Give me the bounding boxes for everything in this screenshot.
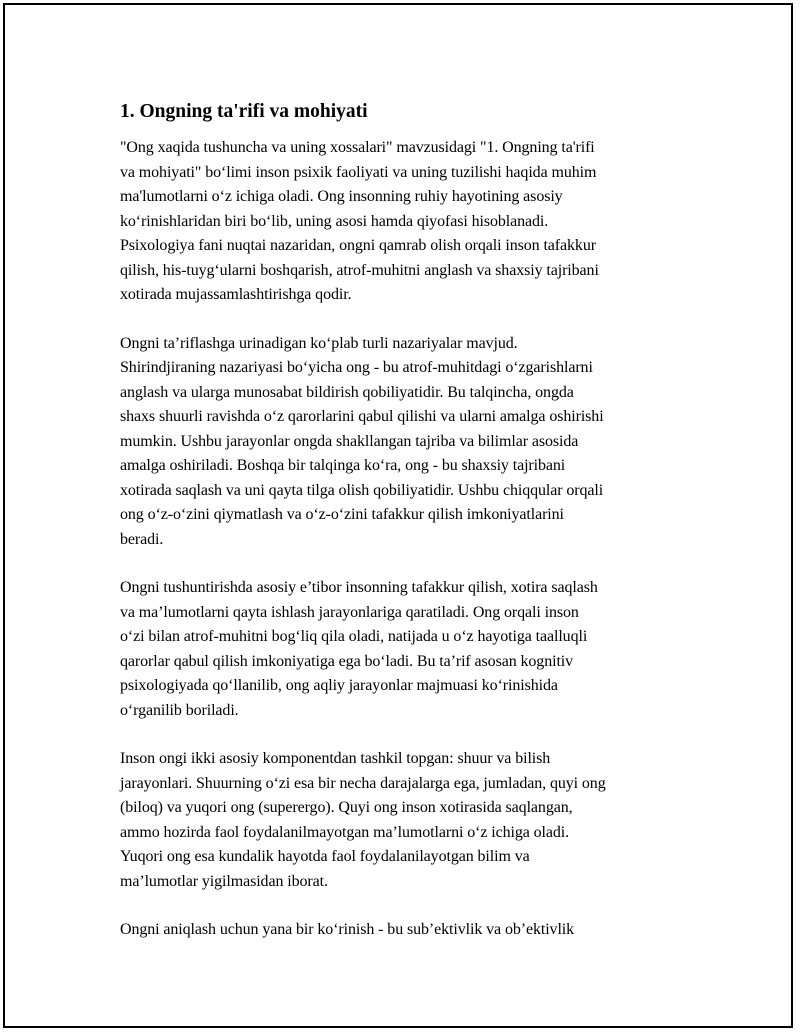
- paragraph-2: [120, 332, 680, 553]
- text-line: "Ong xaqida tushuncha va uning xossalari" mavzusidagi "1. Ongning ta'rifi: [120, 139, 595, 156]
- text-line: Yuqori ong esa kundalik hayotda faol foydalanilayotgan bilim va: [120, 848, 530, 865]
- text-line: ko‘rinishlaridan biri bo‘lib, uning asosi hamda qiyofasi hisoblanadi.: [120, 212, 549, 230]
- text-line: psixologiyada qo‘llanilib, ong aqliy jarayonlar majmuasi ko‘rinishida: [120, 677, 558, 694]
- text-line: amalga oshiriladi. Boshqa bir talqinga ko‘ra, ong - bu shaxsiy tajribani: [120, 457, 566, 474]
- paragraph-5: [120, 918, 680, 943]
- text-line: ma’lumotlar yigilmasidan iborat.: [120, 872, 328, 890]
- section-heading: 1. Ongning ta'rifi va mohiyati: [120, 101, 368, 122]
- document-page: [3, 3, 793, 1028]
- text-line: shaxs shuurli ravishda o‘z qarorlarini qabul qilishi va ularni amalga oshirishi: [120, 408, 604, 425]
- text-line: beradi.: [120, 530, 164, 548]
- text-line: xotirada saqlash va uni qayta tilga olish qobiliyatidir. Ushbu chiqqular orqali: [120, 481, 604, 499]
- text-line: anglash va ularga munosabat bildirish qobiliyatidir. Bu talqincha, ongda: [120, 383, 574, 401]
- text-line: Psixologiya fani nuqtai nazaridan, ongni qamrab olish orqali inson tafakkur: [120, 237, 596, 254]
- text-line: va ma’lumotlarni qayta ishlash jarayonlariga qaratiladi. Ong orqali inson: [120, 603, 579, 621]
- text-line: jarayonlari. Shuurning o‘zi esa bir necha darajalarga ega, jumladan, quyi ong: [120, 774, 606, 792]
- text-line: Ongni ta’riflashga urinadigan ko‘plab turli nazariyalar mavjud.: [120, 334, 518, 352]
- text-line: o‘rganilib boriladi.: [120, 701, 239, 719]
- text-line: va mohiyati" bo‘limi inson psixik faoliyati va uning tuzilishi haqida muhim: [120, 163, 597, 181]
- text-line: o‘zi bilan atrof-muhitni bog‘liq qila oladi, natijada u o‘z hayotiga taalluqli: [120, 628, 588, 645]
- paragraph-4: [120, 747, 680, 894]
- text-line: mumkin. Ushbu jarayonlar ongda shakllangan tajriba va bilimlar asosida: [120, 432, 579, 450]
- text-line: ma'lumotlarni o‘z ichiga oladi. Ong insonning ruhiy hayotining asosiy: [120, 188, 563, 205]
- paragraph-3: [120, 576, 680, 723]
- text-line: Inson ongi ikki asosiy komponentdan tashkil topgan: shuur va bilish: [120, 750, 551, 767]
- paragraph-1: [120, 136, 680, 308]
- text-line: qilish, his-tuyg‘ularni boshqarish, atrof-muhitni anglash va shaxsiy tajribani: [120, 261, 599, 279]
- text-line: Shirindjiraning nazariyasi bo‘yicha ong - bu atrof-muhitdagi o‘zgarishlarni: [120, 359, 593, 376]
- text-line: Ongni aniqlash uchun yana bir ko‘rinish - bu sub’ektivlik va ob’ektivlik: [120, 921, 575, 938]
- text-line: (biloq) va yuqori ong (superergo). Quyi ong inson xotirasida saqlangan,: [120, 799, 573, 816]
- text-line: ong o‘z-o‘zini qiymatlash va o‘z-o‘zini tafakkur qilish imkoniyatlarini: [120, 506, 564, 523]
- text-line: qarorlar qabul qilish imkoniyatiga ega bo‘ladi. Bu ta’rif asosan kognitiv: [120, 652, 574, 670]
- text-line: Ongni tushuntirishda asosiy e’tibor insonning tafakkur qilish, xotira saqlash: [120, 579, 598, 596]
- text-line: xotirada mujassamlashtirishga qodir.: [120, 286, 352, 303]
- text-line: ammo hozirda faol foydalanilmayotgan ma’lumotlarni o‘z ichiga oladi.: [120, 823, 570, 841]
- document-content: [120, 98, 680, 967]
